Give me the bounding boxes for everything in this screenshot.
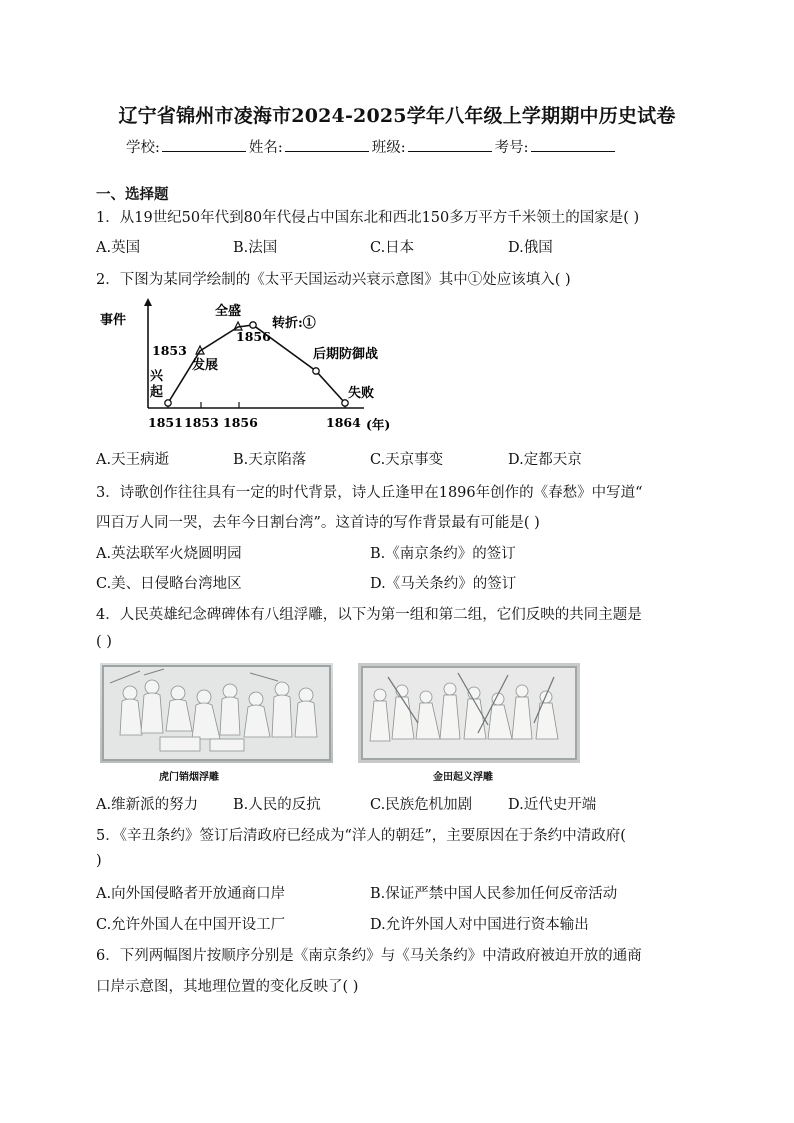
question-4-stem-line2: ( ) — [96, 634, 112, 650]
q5-option-b[interactable]: B.保证严禁中国人民参加任何反帝活动 — [370, 886, 618, 902]
number-blank[interactable] — [531, 137, 615, 152]
q3-option-c[interactable]: C.美、日侵略台湾地区 — [96, 576, 242, 592]
label-rise-char1: 兴 — [150, 369, 164, 384]
number-label: 考号: — [494, 140, 529, 156]
question-2-stem: 2．下图为某同学绘制的《太平天国运动兴衰示意图》其中①处应该填入( ) — [96, 272, 571, 288]
x-tick-1853: 1853 — [184, 415, 219, 430]
question-3-stem-line1: 3．诗歌创作往往具有一定的时代背景，诗人丘逢甲在1896年创作的《春愁》中写道“ — [96, 485, 643, 501]
question-3-stem-line2: 四百万人同一哭，去年今日割台湾”。这首诗的写作背景最有可能是( ) — [96, 515, 540, 531]
label-rise-char2: 起 — [150, 385, 164, 400]
name-label: 姓名: — [248, 140, 283, 156]
q1-option-c[interactable]: C.日本 — [370, 240, 415, 256]
humen-relief-caption: 虎门销烟浮雕 — [159, 772, 219, 783]
jintian-relief-caption: 金田起义浮雕 — [433, 772, 493, 783]
q1-option-a[interactable]: A.英国 — [96, 240, 141, 256]
question-6-stem-line2: 口岸示意图，其地理位置的变化反映了( ) — [96, 979, 359, 995]
q3-option-d[interactable]: D.《马关条约》的签订 — [370, 576, 517, 592]
question-5-stem-line2: ) — [96, 853, 102, 869]
q2-option-b[interactable]: B.天京陷落 — [233, 452, 307, 468]
q2-option-d[interactable]: D.定都天京 — [508, 452, 582, 468]
question-4-stem-line1: 4．人民英雄纪念碑碑体有八组浮雕，以下为第一组和第二组，它们反映的共同主题是 — [96, 607, 642, 623]
question-6-stem-line1: 6．下列两幅图片按顺序分别是《南京条约》与《马关条约》中清政府被迫开放的通商 — [96, 948, 642, 964]
label-develop: 发展 — [192, 358, 219, 373]
class-label: 班级: — [371, 140, 406, 156]
x-axis-unit: (年) — [366, 417, 391, 432]
q4-option-b[interactable]: B.人民的反抗 — [233, 797, 321, 813]
q4-option-d[interactable]: D.近代史开端 — [508, 797, 597, 813]
label-fail: 失败 — [348, 386, 375, 401]
point-turn — [250, 322, 256, 328]
q3-option-a[interactable]: A.英法联军火烧圆明园 — [96, 546, 242, 562]
label-1853-year: 1853 — [152, 343, 187, 358]
q5-option-c[interactable]: C.允许外国人在中国开设工厂 — [96, 917, 286, 933]
q2-option-c[interactable]: C.天京事变 — [370, 452, 444, 468]
y-axis-label: 事件 — [100, 313, 127, 328]
name-blank[interactable] — [285, 137, 369, 152]
class-blank[interactable] — [408, 137, 492, 152]
q3-option-b[interactable]: B.《南京条约》的签订 — [370, 546, 516, 562]
school-label: 学校: — [126, 140, 160, 156]
student-info-line — [126, 136, 618, 157]
question-5-stem-line1: 5．《辛丑条约》签订后清政府已经成为“洋人的朝廷”，主要原因在于条约中清政府( — [96, 828, 626, 844]
x-tick-1864: 1864 — [326, 415, 361, 430]
point-rise — [165, 400, 171, 406]
section-heading: 一、选择题 — [96, 186, 169, 203]
q5-option-d[interactable]: D.允许外国人对中国进行资本输出 — [370, 917, 589, 933]
point-late-war — [313, 368, 319, 374]
page-title: 辽宁省锦州市凌海市2024-2025学年八年级上学期期中历史试卷 — [118, 105, 676, 127]
label-turn: 转折:① — [272, 316, 316, 331]
diagram-y-arrow — [144, 298, 152, 306]
taiping-diagram — [96, 296, 406, 438]
q4-option-c[interactable]: C.民族危机加剧 — [370, 797, 473, 813]
q2-option-a[interactable]: A.天王病逝 — [96, 452, 170, 468]
label-late-war: 后期防御战 — [313, 347, 379, 362]
q1-option-d[interactable]: D.俄国 — [508, 240, 553, 256]
q4-option-a[interactable]: A.维新派的努力 — [96, 797, 199, 813]
school-blank[interactable] — [162, 137, 246, 152]
x-tick-1856: 1856 — [223, 415, 258, 430]
label-peak: 全盛 — [215, 304, 242, 319]
humen-relief-image — [100, 663, 333, 763]
q5-option-a[interactable]: A.向外国侵略者开放通商口岸 — [96, 886, 286, 902]
jintian-relief-image — [358, 663, 580, 763]
q1-option-b[interactable]: B.法国 — [233, 240, 278, 256]
question-1-stem: 1．从19世纪50年代到80年代侵占中国东北和西北150多万平方千米领土的国家是( ) — [96, 210, 640, 226]
label-1856-year: 1856 — [236, 329, 271, 344]
x-tick-1851: 1851 — [148, 415, 183, 430]
